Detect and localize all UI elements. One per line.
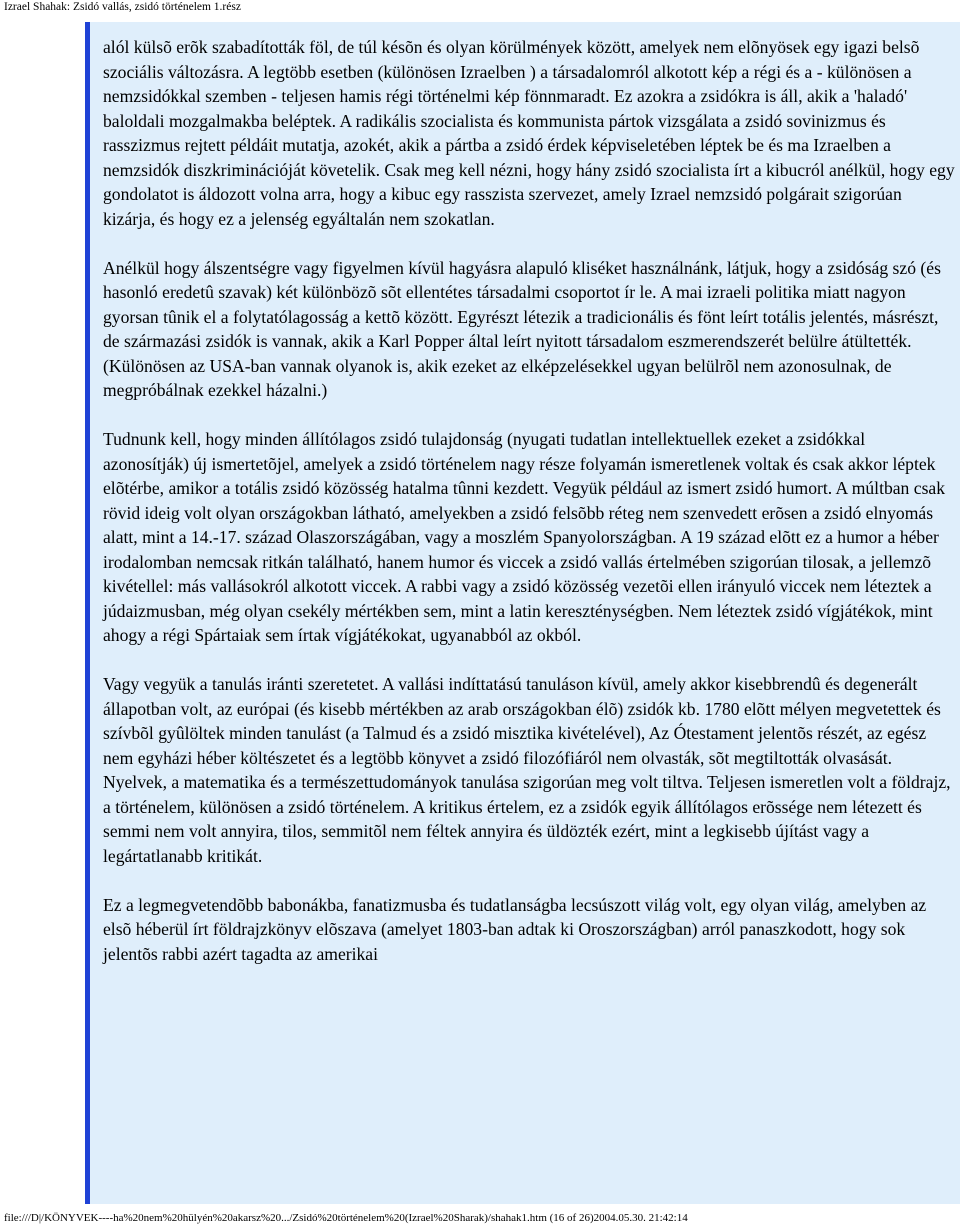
article-content: [103, 35, 955, 966]
paragraph-4: Vagy vegyük a tanulás iránti szeretetet. A vallási indíttatású tanuláson kívül, amely akkor kisebbrendû és degenerált állapotban volt, az európai (és kisebb mértékben az arab országokban élõ) zsidók kb. 1780 elõtt mélyen megvetettek és szívbõl gyûlöltek minden tanulást (a Talmud és a zsidó misztika kivételével), Az Ótestament jelentõs részét, az egész nem egyházi héber költészetet és a legtöbb könyvet a zsidó filozófiáról nem olvasták, sõt megtiltották olvasását. Nyelvek, a matematika és a természettudományok tanulása szigorúan meg volt tiltva. Teljesen ismeretlen volt a földrajz, a történelem, különösen a zsidó történelem. A kritikus értelem, ez a zsidók egyik állítólagos erõssége nem létezett és semmi nem volt annyira, tilos, semmitõl nem féltek annyira és üldözték ezért, mint a legkisebb újítást vagy a legártatlanabb kritikát.: [103, 674, 951, 866]
page-body: [85, 22, 960, 1204]
paragraph-5: Ez a legmegvetendõbb babonákba, fanatizmusba és tudatlanságba lecsúszott világ volt, egy olyan világ, amelyben az elsõ héberül írt földrajzkönyv elõszava (amelyet 1803-ban adtak ki Oroszországban) arról panaszkodott, hogy sok jelentõs rabbi azért tagadta az amerikai: [103, 894, 927, 964]
paragraph-3: Tudnunk kell, hogy minden állítólagos zsidó tulajdonság (nyugati tudatlan intellektuellek ezeket a zsidókkal azonosítják) új ismertetõjel, amelyek a zsidó történelem nagy része folyamán ismeretlenek voltak és csak akkor léptek elõtérbe, amikor a totális zsidó közösség hatalma tûnni kezdett. Vegyük például az ismert zsidó humort. A múltban csak rövid ideig volt olyan országokban látható, amelyekben a zsidó felsõbb réteg nem szenvedett erõsen a zsidó elnyomás alatt, mint a 14.-17. század Olaszországában, vagy a moszlém Spanyolországban. A 19 század elõtt ez a humor a héber irodalomban nemcsak ritkán található, hanem humor és viccek a zsidó vallás értelmében szigorúan tilosak, a jellemzõ kivétellel: más vallásokról alkotott viccek. A rabbi vagy a zsidó közösség vezetõi ellen irányuló viccek nem léteztek a júdaizmusban, még olyan csekély mértékben sem, mint a latin kereszténységben. Nem léteztek zsidó vígjátékok, mint ahogy a régi Spártaiak sem írtak vígjátékokat, ugyanabból az okból.: [103, 429, 946, 645]
paragraph-2: Anélkül hogy álszentségre vagy figyelmen kívül hagyásra alapuló kliséket használnánk, látjuk, hogy a zsidóság szó (és hasonló eredetû szavak) két különbözõ sõt ellentétes társadalmi csoportot ír le. A mai izraeli politika miatt nagyon gyorsan tûnik el a folytatólagosság a kettõ között. Egyrészt létezik a tradicionális és fönt leírt totális jelentés, másrészt, de származási zsidók is vannak, akik a Karl Popper által leírt nyitott társadalom eszmerendszerét belülre átültették. (Különösen az USA-ban vannak olyanok is, akik ezeket az elképzelésekkel ugyan belülrõl nem azonosulnak, de megpróbálnak ezekkel házalni.): [103, 257, 941, 400]
left-border-rule: [85, 22, 90, 1204]
paragraph-1: alól külsõ erõk szabadították föl, de túl késõn és olyan körülmények között, amelyek nem elõnyösek egy igazi belsõ szociális változásra. A legtöbb esetben (különösen Izraelben ) a társadalomról alkotott kép a régi és a - különösen a nemzsidókkal szemben - teljesen hamis régi történelmi kép fönnmaradt. Ez azokra a zsidókra is áll, akik a 'haladó' baloldali mozgalmakba beléptek. A radikális szocialista és kommunista pártok vizsgálata a zsidó sovinizmus és rasszizmus rejtett példáit mutatja, azokét, akik a pártba a zsidó érdek képviseletében léptek be és ma Izraelben a nemzsidók diszkriminációját követelik. Csak meg kell nézni, hogy hány zsidó szocialista írt a kibucról anélkül, hogy egy gondolatot is áldozott volna arra, hogy a kibuc egy rasszista szervezet, amely Izrael nemzsidó polgárait szigorúan kizárja, és hogy ez a jelenség egyáltalán nem szokatlan.: [103, 37, 955, 229]
print-footer-path: file:///D|/KÖNYVEK----ha%20nem%20hülyén%20akarsz%20.../Zsidó%20történelem%20(Izrael%20Sharak)/shahak1.htm (16 of 26)2004.05.30. 21:42:14: [4, 1212, 688, 1224]
print-header-title: Izrael Shahak: Zsidó vallás, zsidó történelem 1.rész: [4, 1, 241, 13]
